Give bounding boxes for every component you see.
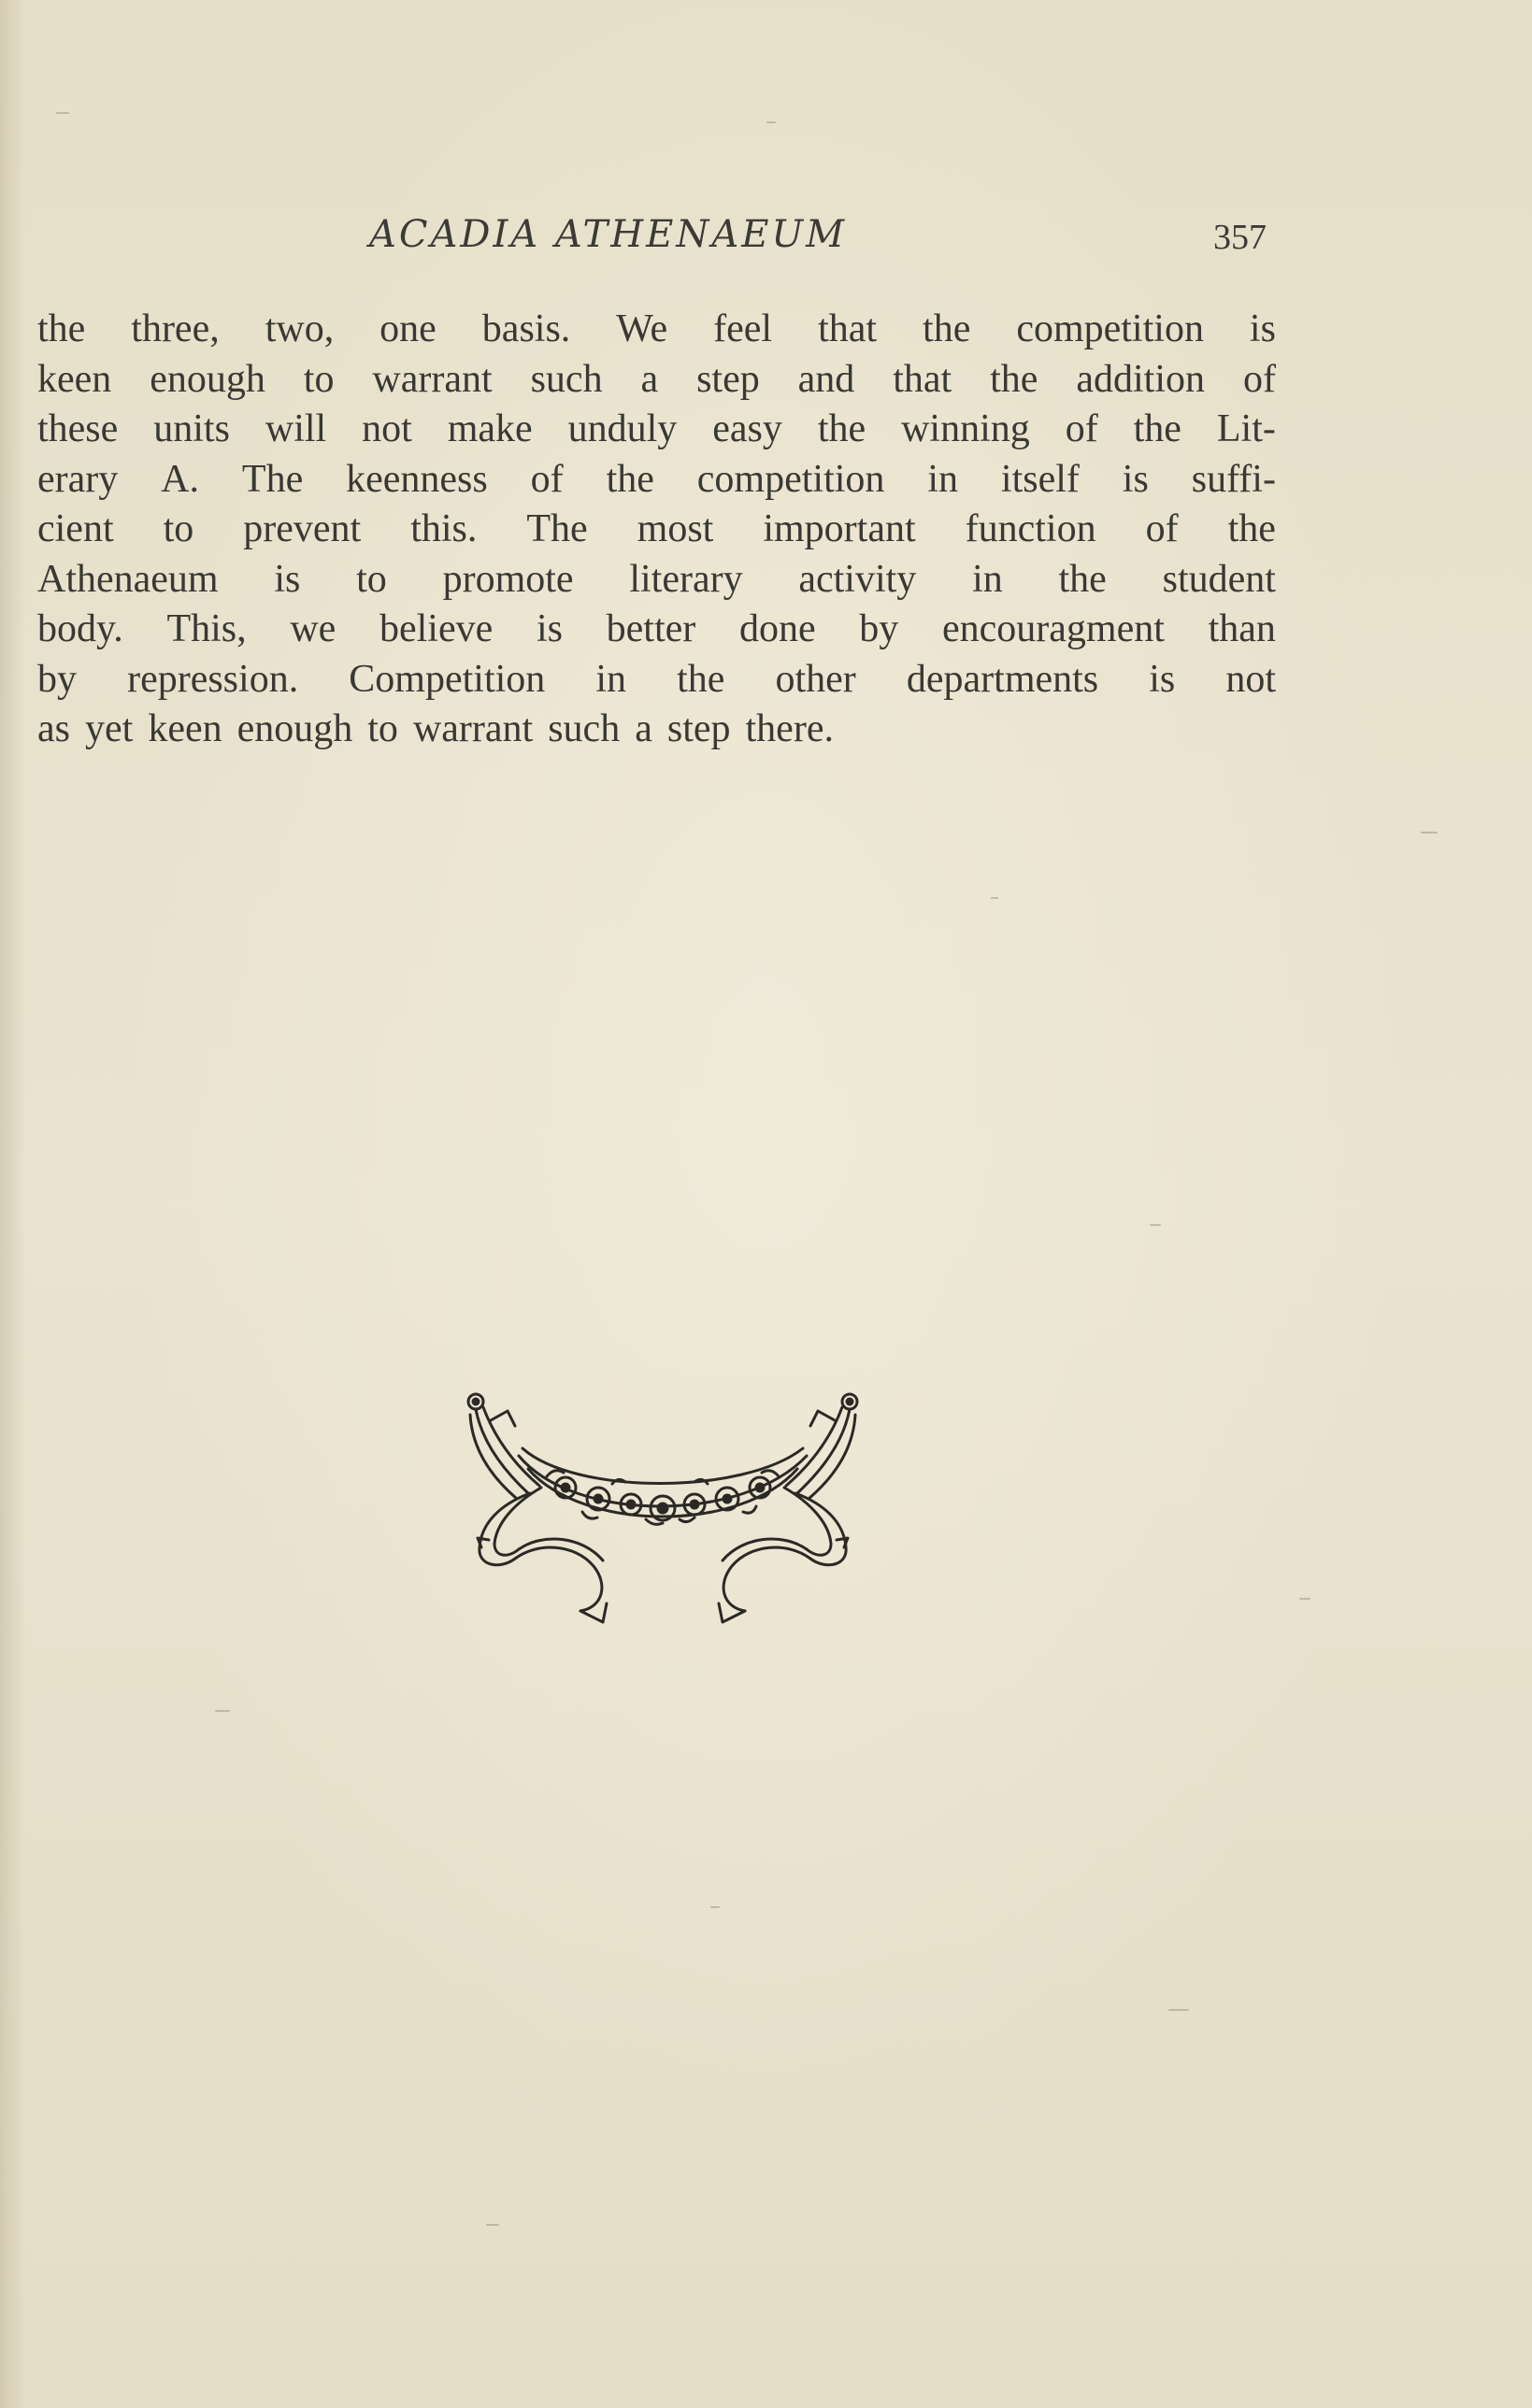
word: is	[1149, 657, 1176, 701]
word: step	[666, 707, 731, 750]
word: The	[526, 507, 588, 550]
paper-fleck	[486, 2224, 499, 2226]
word: better	[606, 607, 696, 650]
word: encouragment	[941, 607, 1165, 650]
word: addition	[1076, 357, 1206, 401]
word: to	[367, 707, 398, 750]
word: the	[677, 657, 725, 701]
word: will	[265, 407, 327, 450]
text-line	[37, 405, 1276, 455]
word: done	[738, 607, 816, 650]
word: in	[972, 557, 1003, 601]
page-number: 357	[1213, 218, 1267, 257]
word: these	[37, 407, 119, 450]
word: departments	[906, 657, 1099, 701]
word: to	[303, 357, 335, 401]
text-line	[37, 505, 1276, 555]
text-line	[37, 455, 1276, 506]
paper-fleck	[710, 1906, 720, 1908]
word: is	[536, 607, 563, 650]
word: three,	[131, 307, 220, 350]
word: important	[763, 507, 916, 550]
word: easy	[712, 407, 782, 450]
paper-fleck	[766, 121, 776, 123]
word: erary	[37, 457, 119, 501]
word: that	[893, 357, 952, 401]
word: the	[1227, 507, 1276, 550]
running-title: ACADIA ATHENAEUM	[369, 213, 848, 256]
paper-fleck	[1168, 2009, 1189, 2011]
word: We	[616, 307, 668, 350]
word: we	[290, 607, 336, 650]
paper-fleck	[1150, 1224, 1161, 1226]
word: activity	[798, 557, 917, 601]
word: body.	[37, 607, 123, 650]
word: units	[153, 407, 230, 450]
word: in	[927, 457, 958, 501]
word: there.	[745, 707, 834, 750]
word: enough	[150, 357, 265, 401]
text-line	[37, 555, 1276, 606]
word: of	[1242, 357, 1276, 401]
word: The	[241, 457, 304, 501]
word: a	[640, 357, 659, 401]
word: step	[696, 357, 760, 401]
word: feel	[713, 307, 773, 350]
word: one	[379, 307, 437, 350]
floral-garland-ribbon-ornament-icon	[463, 1383, 865, 1635]
word: suffi-	[1191, 457, 1276, 501]
word: other	[775, 657, 856, 701]
word: the	[37, 307, 86, 350]
word: A.	[161, 457, 200, 501]
word: such	[548, 707, 621, 750]
paper-fleck	[215, 1710, 230, 1712]
word: a	[635, 707, 652, 750]
word: not	[362, 407, 412, 450]
word: warrant	[372, 357, 493, 401]
word: as	[37, 707, 70, 750]
word: promote	[442, 557, 574, 601]
text-line	[37, 655, 1276, 705]
word: Lit-	[1216, 407, 1276, 450]
word: to	[163, 507, 194, 550]
word: by	[37, 657, 77, 701]
word: basis.	[481, 307, 571, 350]
word: is	[1249, 307, 1276, 350]
word: that	[818, 307, 878, 350]
word: than	[1208, 607, 1276, 650]
word: not	[1225, 657, 1276, 701]
word: winning	[901, 407, 1030, 450]
word: keen	[37, 357, 112, 401]
word: Competition	[349, 657, 546, 701]
word: prevent	[243, 507, 362, 550]
word: most	[637, 507, 714, 550]
word: the	[990, 357, 1038, 401]
word: keen	[148, 707, 222, 750]
word: and	[797, 357, 855, 401]
word: repression.	[127, 657, 299, 701]
word: competition	[1016, 307, 1204, 350]
word: cient	[37, 507, 114, 550]
word: of	[1065, 407, 1098, 450]
word: unduly	[567, 407, 678, 450]
body-paragraph	[37, 305, 1276, 755]
word: is	[1122, 457, 1149, 501]
word: believe	[379, 607, 494, 650]
word: itself	[1000, 457, 1080, 501]
word: in	[595, 657, 627, 701]
word: This,	[166, 607, 247, 650]
paper-fleck	[56, 112, 69, 114]
word: yet	[85, 707, 134, 750]
word: this.	[410, 507, 478, 550]
paper-fleck	[1299, 1598, 1310, 1600]
paper-fleck	[1421, 832, 1438, 834]
word: competition	[696, 457, 885, 501]
word: to	[356, 557, 387, 601]
word: of	[1145, 507, 1179, 550]
text-line	[37, 355, 1276, 406]
word: the	[923, 307, 971, 350]
word: the	[606, 457, 654, 501]
word: by	[859, 607, 899, 650]
word: the	[1058, 557, 1107, 601]
word: warrant	[412, 707, 534, 750]
word: literary	[629, 557, 743, 601]
word: function	[965, 507, 1096, 550]
word: two,	[265, 307, 335, 350]
paper-fleck	[991, 897, 998, 899]
text-line	[37, 305, 1276, 355]
text-line	[37, 605, 1276, 655]
word: keenness	[346, 457, 488, 501]
word: of	[530, 457, 564, 501]
word: Athenaeum	[37, 557, 219, 601]
word: the	[817, 407, 866, 450]
word: student	[1162, 557, 1276, 601]
word: make	[447, 407, 533, 450]
word: enough	[236, 707, 353, 750]
word: the	[1133, 407, 1181, 450]
running-head	[0, 213, 1532, 269]
text-line	[37, 705, 1276, 755]
word: is	[274, 557, 301, 601]
word: such	[530, 357, 603, 401]
